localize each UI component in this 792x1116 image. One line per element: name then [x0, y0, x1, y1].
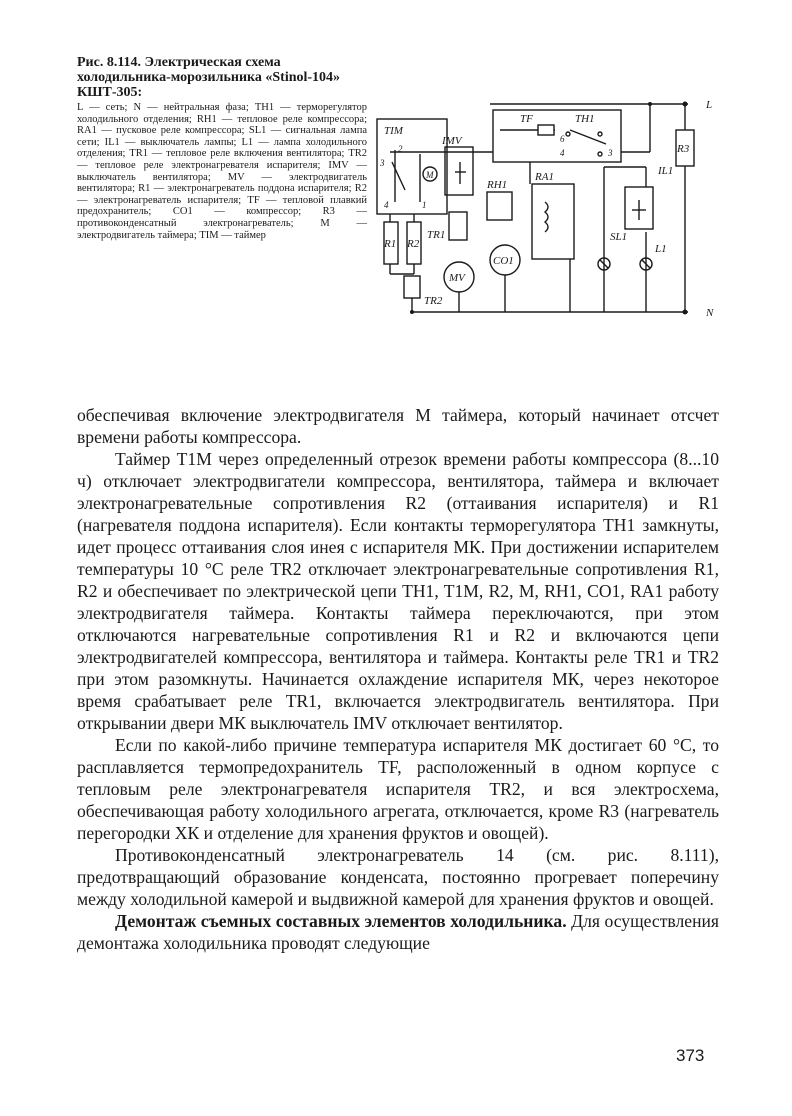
label-N: N — [706, 307, 714, 319]
label-R3: R3 — [677, 143, 690, 155]
label-TF: TF — [520, 113, 533, 125]
label-L1: L1 — [655, 243, 667, 255]
label-h6: 6 — [560, 134, 565, 144]
label-t1: 1 — [422, 200, 427, 210]
label-t2: 2 — [398, 144, 403, 154]
label-R2: R2 — [407, 238, 420, 250]
label-RA1: RA1 — [535, 171, 554, 183]
label-TH1: TH1 — [575, 113, 595, 125]
section-heading: Демонтаж съемных составных элементов холодильника. — [115, 911, 567, 931]
label-h4: 4 — [560, 148, 565, 158]
label-M: M — [426, 170, 434, 180]
label-R1: R1 — [384, 238, 397, 250]
label-TR1: TR1 — [427, 229, 446, 241]
paragraph-1: обеспечивая включение электродвигателя M таймера, который начинает отсчет времени работы компрессора. — [77, 405, 719, 447]
paragraph-2: Таймер T1M через определенный отрезок времени работы компрессора (8...10 ч) отключает электродвигатели компрессора, вентилятора, таймера и включает электронагревательные сопротивления R2 (оттаивания испарителя) и R1 (нагревателя поддона испарителя). Если контакты терморегулятора TH1 замкнуты, идет процесс оттаивания слоя инея с испарителя МК. При достижении испарителем температуры 10 °С реле TR2 отключает электронагревательные сопротивления R1, R2 и обеспечивает по электрической цепи TH1, T1M, R2, M, RH1, CO1, RA1 работу электродвигателя таймера. Контакты таймера переключаются, при этом отключаются нагревательные сопротивления R1 и R2 и включаются цепи электродвигателей компрессора, вентилятора и таймера. Контакты реле TR1 и TR2 при этом разомкнуты. Начинается охлаждение испарителя МК, через некоторое время срабатывает реле TR1, включается электродвигатель вентилятора. При открывании двери МК выключатель IMV отключает вентилятор. — [77, 449, 719, 733]
label-CO1: CO1 — [493, 255, 514, 267]
figure-legend: L — сеть; N — нейтральная фаза; TH1 — терморегулятор холодильного отделения; RH1 — тепловое реле компрессора; RA1 — пусковое реле компрессора; SL1 — сигнальная лампа сети; IL1 — выключатель лампы; L1 — лампа холодильного отделения; TR1 — тепловое реле включения вентилятора; TR2 — тепловое реле электронагревателя испарителя; IMV — выключатель вентилятора; MV — электродвигатель вентилятора; R1 — электронагреватель поддона испарителя; R2 — электронагреватель испарителя; TF — тепловой плавкий предохранитель; CO1 — компрессор; R3 — противоконденсатный электронагреватель; M — электродвигатель таймера; TIM — таймер — [77, 102, 367, 241]
label-L: L — [706, 99, 713, 111]
label-SL1: SL1 — [610, 231, 628, 243]
figure-title: Рис. 8.114. Электрическая схема холодильника-морозильника «Stinol-104» КШТ-305: — [77, 55, 341, 100]
label-RH1: RH1 — [487, 179, 508, 191]
paragraph-4: Противоконденсатный электронагреватель 14 (см. рис. 8.111), предотвращающий образование конденсата, постоянно прогревает поперечину между холодильной камерой и выдвижной камерой для хранения фруктов и овощей. — [77, 845, 719, 909]
label-h3: 3 — [608, 148, 613, 158]
label-t4: 4 — [384, 200, 389, 210]
paragraph-5-text: Для осуществления демонтажа холодильника проводят следующие — [77, 911, 719, 953]
label-t3: 3 — [380, 158, 385, 168]
label-MV: MV — [449, 272, 465, 284]
paragraph-5 — [77, 910, 719, 954]
label-TR2: TR2 — [424, 295, 443, 307]
figure-caption — [77, 55, 367, 241]
page-number: 373 — [676, 1046, 705, 1065]
label-IMV: IMV — [442, 135, 462, 147]
body-text — [77, 404, 719, 954]
paragraph-3: Если по какой-либо причине температура испарителя МК достигает 60 °С, то расплавляется термопредохранитель TF, расположенный в одном корпусе с тепловым реле электронагревателя испарителя TR2, и вся электросхема, обеспечивающая работу холодильного агрегата, отключается, кроме R3 (нагреватель перегородки ХК и отделение для хранения фруктов и овощей). — [77, 735, 719, 843]
circuit-diagram — [370, 92, 725, 347]
label-IL1: IL1 — [658, 165, 674, 177]
label-TIM: TIM — [384, 125, 403, 137]
